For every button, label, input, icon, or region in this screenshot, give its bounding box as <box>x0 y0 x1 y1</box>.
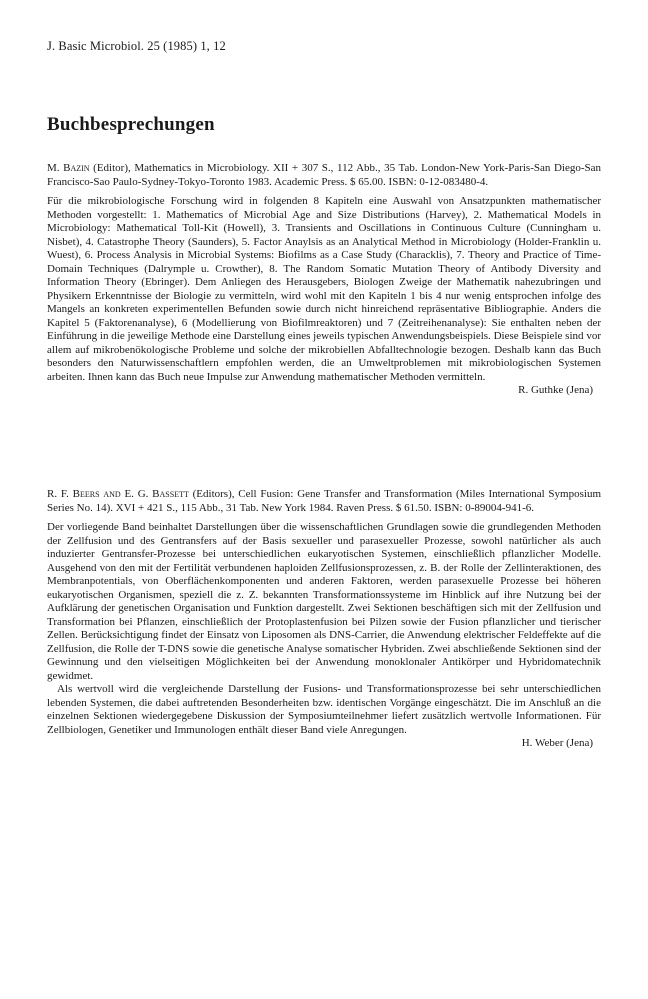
book-review <box>47 488 601 751</box>
section-title: Buchbesprechungen <box>47 114 215 135</box>
review-body: Der vorliegende Band beinhaltet Darstellungen über die wissenschaftlichen Grundlagen sowie die grundlegenden Methoden der Zellfusion und des Gentransfers auf der Basis sexueller und parasexueller Prozesse, sowohl natürlicher als auch induzierter Gentransfer-Prozesse bei unterschiedlichen eukaryotischen Systemen, einschließlich pflanzlicher Modelle. Ausgehend von den mit der Fertilität verbundenen haploiden Zellfusionsprozessen, z. B. der Rolle der Zellinteraktionen, des Membranpotentials, von Oberflächenkomponenten und anderen Faktoren, werden parasexuelle Prozesse bei höheren eukaryotischen Organismen, speziell die z. Z. bekannten Transformationssysteme im Hinblick auf ihre Nutzung bei der Aufklärung der genetischen Organisation und Funktion dargestellt. Zwei Sektionen beschäftigen sich mit der Zellfusion und Transformation bei Pflanzen, einschließlich der Protoplastenfusion bei Pilzen sowie der Fusion pflanzlicher und tierischer Zellen. Berücksichtigung findet der Einsatz von Liposomen als DNS-Carrier, die Anwendung elektrischer Feldeffekte auf die Zellfusion, die Rolle der T-DNS sowie die genetische Analyse somatischer Hybriden. Zwei abschließende Sektionen sind der Gewinnung und den vielseitigen Möglichkeiten bei der Anwendung monoklonaler Antikörper und Hybridomatechnik gewidmet. <box>47 521 601 682</box>
citation-details: (Editors), Cell Fusion: Gene Transfer and Transformation (Miles International Symposium Series No. 14). XVI + 421 S., 115 Abb., 31 Tab. New York 1984. Raven Press. $ 61.50. ISBN: 0-89004-941-6. <box>47 488 601 514</box>
citation-author: M. Bazin <box>47 162 90 174</box>
review-citation <box>47 488 601 515</box>
review-citation <box>47 162 601 189</box>
journal-header: J. Basic Microbiol. 25 (1985) 1, 12 <box>47 39 226 53</box>
reviewer-signature: R. Guthke (Jena) <box>518 384 593 396</box>
citation-details: (Editor), Mathematics in Microbiology. XII + 307 S., 112 Abb., 35 Tab. London-New York-Paris-San Diego-San Francisco-Sao Paulo-Sydney-Tokyo-Toronto 1983. Academic Press. $ 65.00. ISBN: 0-12-083480-4. <box>47 162 601 188</box>
reviewer-signature: H. Weber (Jena) <box>521 737 593 749</box>
citation-author: R. F. Beers and E. G. Bassett <box>47 488 189 500</box>
book-review <box>47 162 601 398</box>
review-body-paragraph-2: Als wertvoll wird die vergleichende Darstellung der Fusions- und Transformationsprozesse bei sehr unterschiedlichen lebenden Systemen, die dabei auftretenden Besonderheiten bzw. identischen Vorgänge eingeschätzt. Die im Anschluß an die einzelnen Sektionen wiedergegebene Diskussion der Symposiumteilnehmer liefert zusätzlich wertvolle Informationen. Für Zellbiologen, Genetiker und Immunologen enthält dieser Band viele Anregungen. <box>47 683 601 736</box>
review-body: Für die mikrobiologische Forschung wird in folgenden 8 Kapiteln eine Auswahl von Ansatzpunkten mathematischer Methoden vorgestellt: 1. Mathematics of Microbial Age and Size Distributions (Harvey), 2. Mathematical Models in Microbiology: Mathematical Toll-Kit (Howell), 3. Transients and Oscillations in Continuous Culture (Cunningham u. Nisbet), 4. Catastrophe Theory (Saunders), 5. Factor Anaylsis as an Analytical Method in Microbiology (Holder-Franklin u. Wuest), 6. Process Analysis in Microbial Systems: Biofilms as a Case Study (Characklis), 7. Theory and Practice of Time-Domain Techniques (Dalrymple u. Crowther), 8. The Random Somatic Mutation Theory of Antibody Diversity and Information Theory (Ebringer). Dem Anliegen des Herausgebers, Biologen Zweige der Mathematik nahezubringen und Physikern Erkenntnisse der Biologie zu vermitteln, wird wohl mit den Kapiteln 1 bis 4 nur wenig entsprochen infolge des Mangels an konkreten experimentellen Befunden sowie durch nicht hinreichend repräsentative Bibliographie. Anders die Kapitel 5 (Faktorenanalyse), 6 (Modellierung von Biofilmreaktoren) und 7 (Zeitreihenanalyse): Sie enthalten neben der Einführung in die jeweilige Methode eine Darstellung eines jeweils typischen Anwendungsbeispiels. Diese Beispiele sind vor allem auf mikrobenökologische Probleme und solche der mikrobiellen Abfalltechnologie bezogen. Deshalb kann das Buch besonders den Naturwissenschaftlern empfohlen werden, die an Umweltproblemen mit mikrobiologischen Systemen arbeiten. Ihnen kann das Buch neue Impulse zur Anwendung mathematischer Methoden vermitteln. <box>47 195 601 383</box>
